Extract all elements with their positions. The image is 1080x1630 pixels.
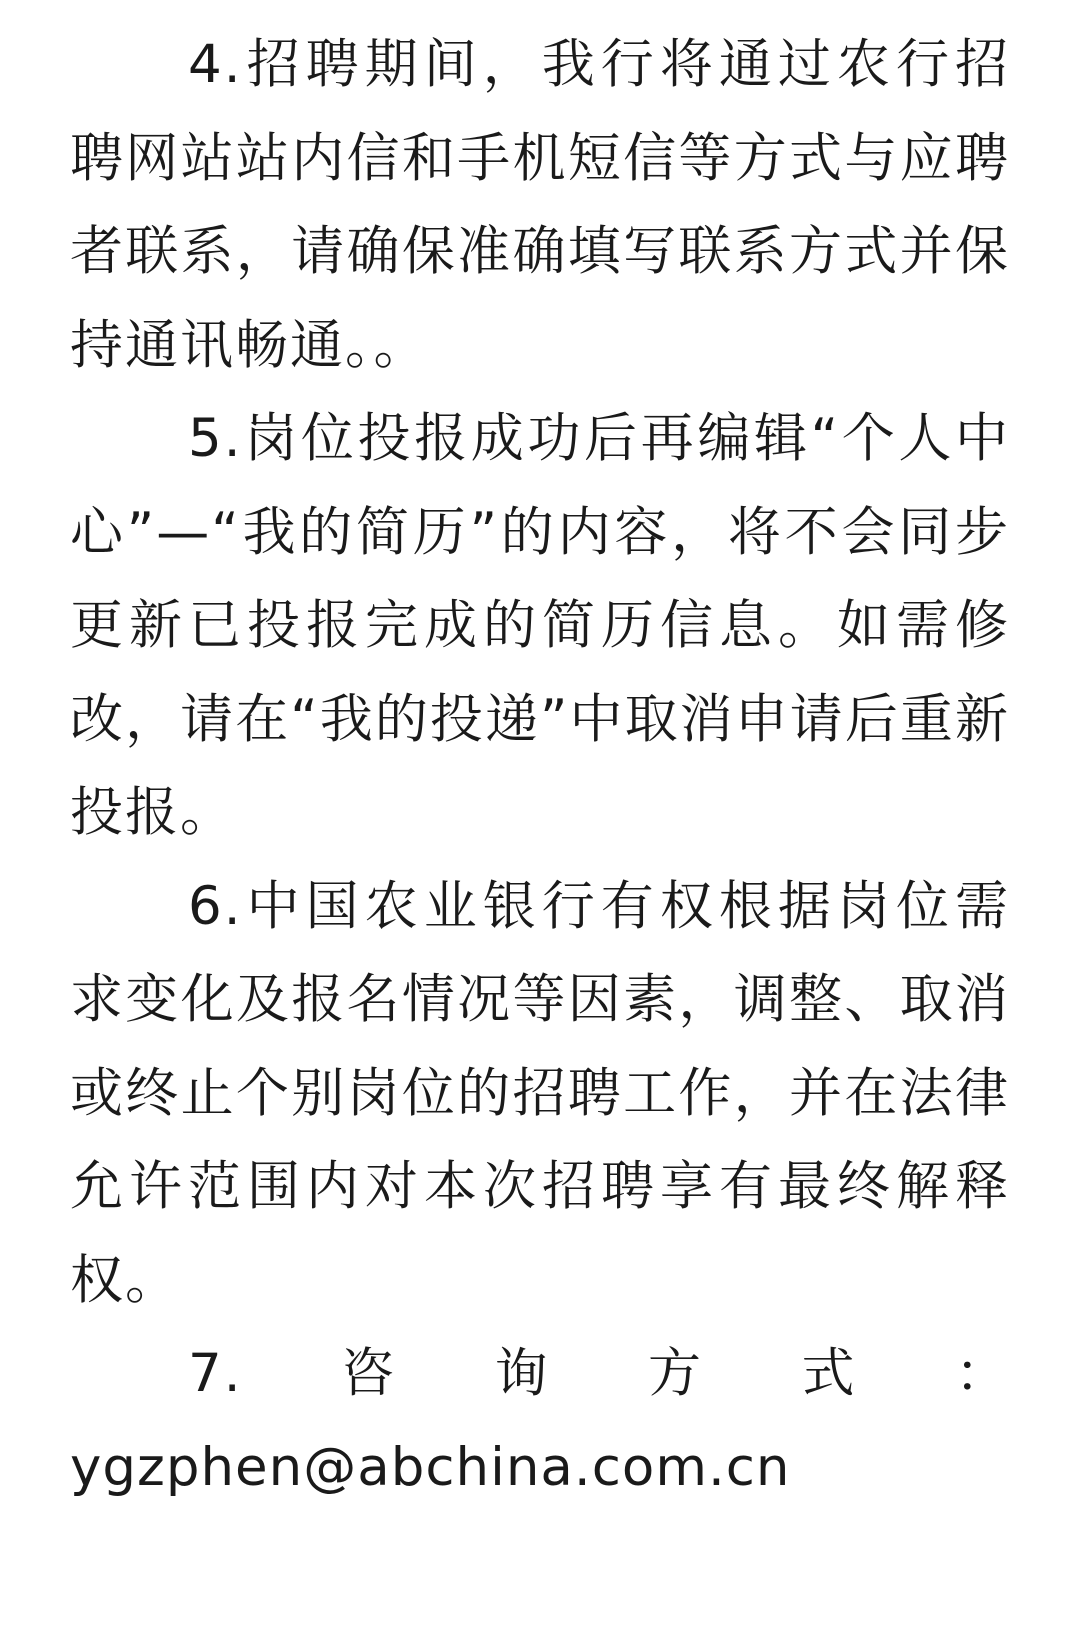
- consult-char-1: 咨: [341, 1343, 397, 1404]
- item-5-paragraph: 5.岗位投报成功后再编辑“个人中心”—“我的简历”的内容，将不会同步更新已投报完成的简历信息。如需修改，请在“我的投递”中取消申请后重新投报。: [70, 408, 1010, 843]
- consult-char-3: 方: [648, 1343, 704, 1404]
- consult-char-4: 式: [801, 1343, 857, 1404]
- consult-heading: [70, 1327, 1010, 1421]
- consult-email-link[interactable]: ygzphen@abchina.com.cn: [70, 1436, 791, 1498]
- item-7-consult: [70, 1327, 1010, 1514]
- consult-number: 7.: [188, 1343, 243, 1404]
- item-6-paragraph: 6.中国农业银行有权根据岗位需求变化及报名情况等因素，调整、取消或终止个别岗位的招聘工作，并在法律允许范围内对本次招聘享有最终解释权。: [70, 875, 1010, 1311]
- consult-char-2: 询: [494, 1343, 550, 1404]
- item-4-paragraph: 4.招聘期间，我行将通过农行招聘网站站内信和手机短信等方式与应聘者联系，请确保准确填写联系方式并保持通讯畅通。。: [70, 34, 1010, 376]
- consult-colon: ：: [955, 1343, 1010, 1404]
